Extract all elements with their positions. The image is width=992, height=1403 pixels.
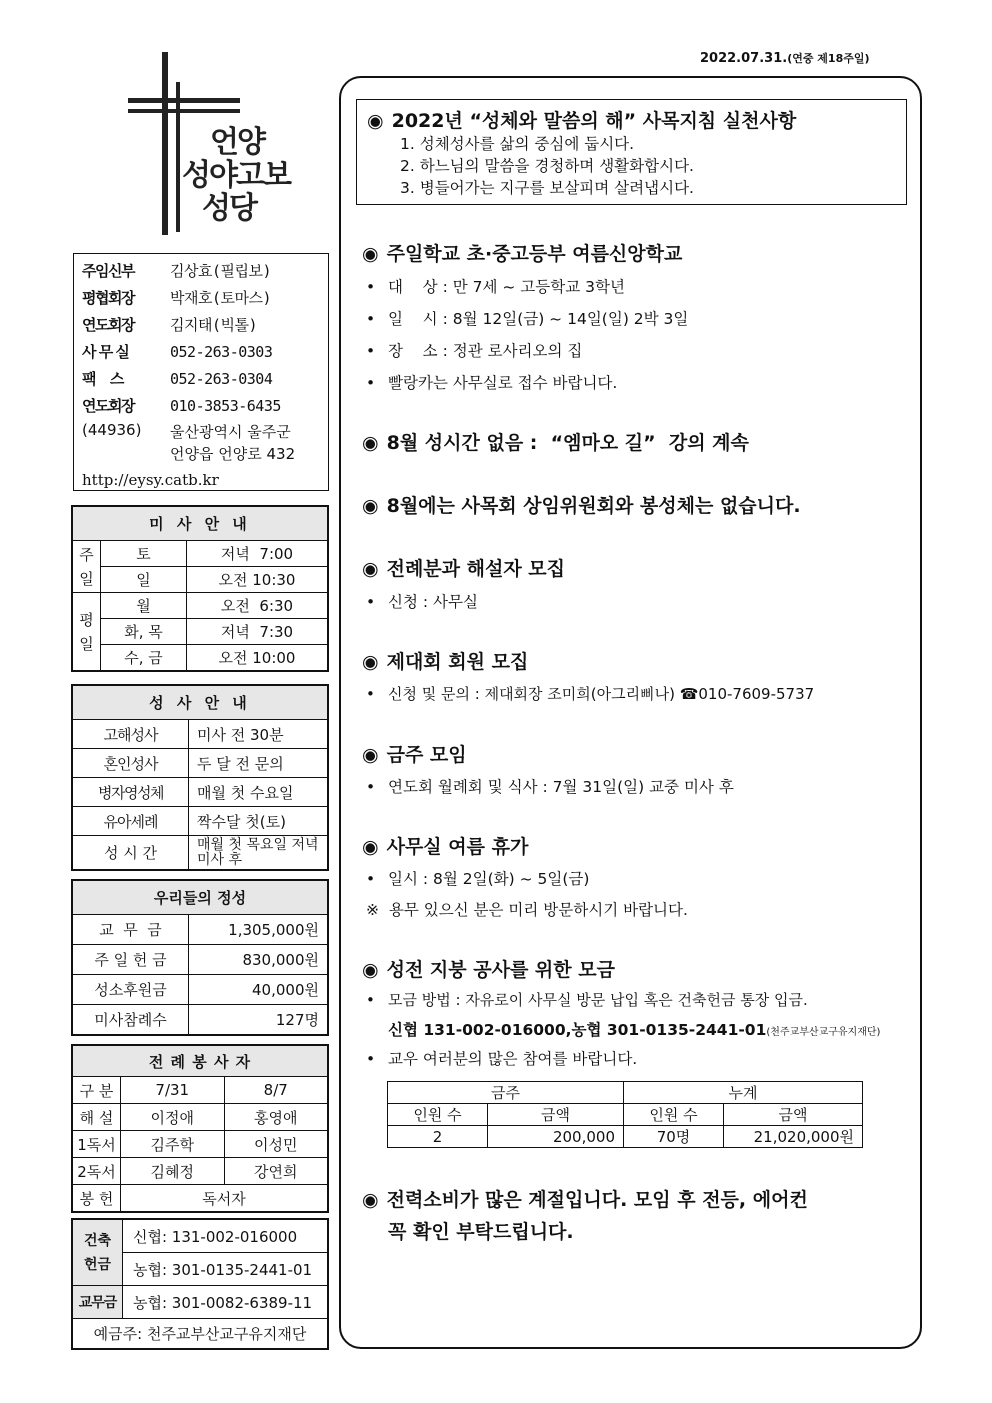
website-link[interactable]: http://eysy.catb.kr <box>82 471 219 489</box>
dues-label: 교무금 <box>73 1286 123 1319</box>
dot-icon: • <box>366 374 376 392</box>
bullet-text: 연도회 월례회 및 식사 : 7월 31일(일) 교중 미사 후 <box>388 778 734 796</box>
bullet-icon: ◉ <box>362 836 379 858</box>
section-title-text: 주일학교 초·중고등부 여름신앙학교 <box>386 243 683 265</box>
section-title <box>362 491 801 518</box>
bullet-text: 장 소 : 정관 로사리오의 집 <box>388 342 583 360</box>
info-value: 010-3853-6435 <box>170 396 281 415</box>
logo-line3: 성당 <box>202 191 256 226</box>
bullet-item <box>366 371 617 393</box>
bullet-text: 모금 방법 : 자유로이 사무실 방문 납입 혹은 건축헌금 통장 입금. <box>388 991 808 1009</box>
zip-code: (44936) <box>82 421 142 439</box>
servers-name: 강연희 <box>224 1158 328 1185</box>
mass-time: 오전 10:30 <box>187 567 328 593</box>
offering-name: 미사참례수 <box>73 1005 189 1035</box>
bullet-icon: ◉ <box>362 744 379 766</box>
dot-icon: • <box>366 1050 376 1068</box>
mass-time: 저녁 7:00 <box>187 541 328 567</box>
mass-time: 저녁 7:30 <box>187 619 328 645</box>
section-title-text: 전력소비가 많은 계절입니다. 모임 후 전등, 에어컨 <box>386 1189 808 1211</box>
fund-total-header: 누계 <box>624 1082 863 1104</box>
section-title-text: 금주 모임 <box>386 744 467 766</box>
bullet-text: 신청 및 문의 : 제대회장 조미희(아그리삐나) ☎010-7609-5737 <box>388 685 815 703</box>
dot-icon: • <box>366 685 375 703</box>
info-label: 평협회장 <box>82 289 134 307</box>
info-label: 연도회장 <box>82 316 134 334</box>
servers-table <box>71 1044 329 1213</box>
bullet-icon: ◉ <box>362 432 379 454</box>
dot-icon: • <box>366 278 376 296</box>
servers-head: 구 분 <box>73 1077 121 1104</box>
info-row <box>82 338 320 365</box>
theme-item: 3. 병들어가는 지구를 보살피며 살려냅시다. <box>400 179 694 197</box>
week-text: (연중 제18주일) <box>787 52 870 65</box>
section-title-text: 8월 성시간 없음 : “엠마오 길” 강의 계속 <box>386 432 749 454</box>
sunday-label: 주일 <box>73 541 101 593</box>
servers-name: 독서자 <box>121 1185 328 1212</box>
info-row <box>82 365 320 392</box>
info-label: 연도회장 <box>82 397 134 415</box>
address-line2: 언양읍 언양로 432 <box>170 445 296 463</box>
fund-col-header: 인원 수 <box>388 1104 488 1126</box>
theme-title-text: 2022년 “성체와 말씀의 해” 사목지침 실천사항 <box>391 110 797 132</box>
offering-value: 40,000원 <box>189 975 328 1005</box>
fund-cell: 21,020,000원 <box>724 1126 863 1148</box>
sacrament-value: 매월 첫 목요일 저녁미사 후 <box>189 836 328 870</box>
fund-col-header: 금액 <box>488 1104 624 1126</box>
dot-icon: • <box>366 342 376 360</box>
servers-head: 7/31 <box>121 1077 225 1104</box>
info-label: 팩 스 <box>82 370 123 388</box>
section-title <box>362 832 528 859</box>
address <box>82 421 320 465</box>
fund-cell: 70명 <box>624 1126 724 1148</box>
dot-icon: • <box>366 778 376 796</box>
section-title-text: 전례분과 해설자 모집 <box>386 558 566 580</box>
info-label: 주임신부 <box>82 262 134 280</box>
sacrament-title: 성 사 안 내 <box>73 686 328 720</box>
offering-value: 127명 <box>189 1005 328 1035</box>
dot-icon: • <box>366 991 375 1009</box>
offering-name: 교 무 금 <box>73 915 189 945</box>
issue-date <box>700 50 870 66</box>
sacrament-value: 짝수달 첫(토) <box>189 807 328 836</box>
parish-info-box <box>73 253 329 491</box>
fund-account-holder: (천주교부산교구유지재단) <box>766 1027 881 1038</box>
sacrament-name: 성 시 간 <box>73 836 189 870</box>
weekday-label: 평일 <box>73 593 101 671</box>
section-title-line2: 꼭 확인 부탁드립니다. <box>388 1221 574 1243</box>
bullet-item <box>366 275 625 297</box>
mass-day: 수, 금 <box>101 645 187 671</box>
info-label: 사 무 실 <box>82 343 129 361</box>
servers-role: 해 설 <box>73 1104 121 1131</box>
announcement-panel <box>339 76 922 1349</box>
servers-name: 김주학 <box>121 1131 225 1158</box>
address-line1: 울산광역시 울주군 <box>170 423 291 441</box>
offering-name: 주 일 헌 금 <box>73 945 189 975</box>
fund-account-numbers: 신협 131-002-016000,농협 301-0135-2441-01 <box>388 1021 767 1039</box>
info-value: 김지태(빅톨) <box>170 316 258 334</box>
servers-role: 봉 헌 <box>73 1185 121 1212</box>
bullet-item <box>366 590 478 612</box>
sacrament-name: 병자영성체 <box>73 778 189 807</box>
bullet-icon: ◉ <box>362 651 379 673</box>
offering-title: 우리들의 정성 <box>73 881 328 915</box>
bullet-item <box>366 339 582 361</box>
section-title <box>362 647 528 674</box>
bullet-icon: ◉ <box>362 1189 379 1211</box>
bullet-item <box>366 989 808 1010</box>
info-value: 052-263-0304 <box>170 369 273 388</box>
fund-table <box>387 1081 863 1148</box>
logo-line1: 언양 <box>210 125 264 160</box>
bullet-icon: ◉ <box>362 959 379 981</box>
pastoral-theme-box <box>356 99 907 205</box>
logo-line2: 성야고보 <box>182 158 290 193</box>
fund-cell: 200,000 <box>488 1126 624 1148</box>
servers-name: 이정애 <box>121 1104 225 1131</box>
bullet-item <box>366 683 814 704</box>
bullet-item <box>366 307 688 329</box>
bullet-text: 일 시 : 8월 12일(금) ~ 14일(일) 2박 3일 <box>388 310 689 328</box>
bullet-icon: ◉ <box>367 110 384 132</box>
sacrament-name: 혼인성사 <box>73 749 189 778</box>
build-fund-label: 건축헌금 <box>73 1220 123 1286</box>
servers-role: 2독서 <box>73 1158 121 1185</box>
mass-day: 월 <box>101 593 187 619</box>
info-row <box>82 311 320 338</box>
servers-title: 전 례 봉 사 자 <box>73 1046 328 1077</box>
bullet-item <box>366 867 589 889</box>
offering-name: 성소후원금 <box>73 975 189 1005</box>
note-item: ※ 용무 있으신 분은 미리 방문하시기 바랍니다. <box>366 901 688 919</box>
section-title <box>362 554 565 581</box>
sacrament-name: 유아세례 <box>73 807 189 836</box>
mass-day: 일 <box>101 567 187 593</box>
bullet-text: 대 상 : 만 7세 ~ 고등학교 3학년 <box>388 278 625 296</box>
sacrament-name: 고해성사 <box>73 720 189 749</box>
bullet-text: 교우 여러분의 많은 참여를 바랍니다. <box>388 1050 638 1068</box>
sacrament-table <box>71 684 329 871</box>
build-account-1: 신협: 131-002-016000 <box>123 1220 328 1253</box>
info-row <box>82 392 320 419</box>
section-title <box>362 428 749 455</box>
bullet-text: 일시 : 8월 2일(화) ~ 5일(금) <box>388 870 590 888</box>
servers-role: 1독서 <box>73 1131 121 1158</box>
offering-value: 1,305,000원 <box>189 915 328 945</box>
bullet-icon: ◉ <box>362 243 379 265</box>
theme-title <box>367 106 896 133</box>
info-row <box>82 257 320 284</box>
bullet-icon: ◉ <box>362 558 379 580</box>
build-account-2: 농협: 301-0135-2441-01 <box>123 1253 328 1286</box>
sacrament-value: 두 달 전 문의 <box>189 749 328 778</box>
sacrament-value: 매월 첫 수요일 <box>189 778 328 807</box>
accounts-table <box>71 1218 329 1350</box>
mass-day: 화, 목 <box>101 619 187 645</box>
section-title-text: 8월에는 사목회 상임위원회와 봉성체는 없습니다. <box>386 495 801 517</box>
bullet-icon: ◉ <box>362 495 379 517</box>
mass-schedule-table <box>71 505 329 672</box>
section-title <box>362 239 682 266</box>
bullet-text: 빨랑카는 사무실로 접수 바랍니다. <box>388 374 618 392</box>
mass-table-title: 미 사 안 내 <box>73 507 328 541</box>
fund-accounts <box>388 1018 880 1040</box>
servers-name: 홍영애 <box>224 1104 328 1131</box>
mass-time: 오전 10:00 <box>187 645 328 671</box>
theme-item: 2. 하느님의 말씀을 경청하며 생활화합시다. <box>400 157 694 175</box>
parish-logo <box>120 52 320 242</box>
section-title-text: 제대회 회원 모집 <box>386 651 529 673</box>
fund-this-week-header: 금주 <box>388 1082 624 1104</box>
mass-time: 오전 6:30 <box>187 593 328 619</box>
mass-day: 토 <box>101 541 187 567</box>
sacrament-value: 미사 전 30분 <box>189 720 328 749</box>
bullet-item <box>366 1047 637 1069</box>
dot-icon: • <box>366 593 376 611</box>
offering-value: 830,000원 <box>189 945 328 975</box>
offering-table <box>71 879 329 1036</box>
section-title <box>362 1185 808 1212</box>
info-value: 김상효(필립보) <box>170 262 272 280</box>
section-title-text: 사무실 여름 휴가 <box>386 836 529 858</box>
dot-icon: • <box>366 310 376 328</box>
fund-col-header: 인원 수 <box>624 1104 724 1126</box>
dues-account: 농협: 301-0082-6389-11 <box>123 1286 328 1319</box>
fund-col-header: 금액 <box>724 1104 863 1126</box>
section-title <box>362 740 467 767</box>
info-value: 박재호(토마스) <box>170 289 272 307</box>
info-row <box>82 284 320 311</box>
section-title <box>362 955 615 982</box>
dot-icon: • <box>366 870 376 888</box>
servers-name: 김혜정 <box>121 1158 225 1185</box>
bullet-item <box>366 775 734 797</box>
fund-cell: 2 <box>388 1126 488 1148</box>
section-title-text: 성전 지붕 공사를 위한 모금 <box>386 959 615 981</box>
info-value: 052-263-0303 <box>170 342 273 361</box>
theme-item: 1. 성체성사를 삶의 중심에 둡시다. <box>400 135 635 153</box>
servers-name: 이성민 <box>224 1131 328 1158</box>
bullet-text: 신청 : 사무실 <box>388 593 478 611</box>
servers-head: 8/7 <box>224 1077 328 1104</box>
date-text: 2022.07.31. <box>700 51 788 66</box>
account-holder: 예금주: 천주교부산교구유지재단 <box>73 1319 328 1349</box>
